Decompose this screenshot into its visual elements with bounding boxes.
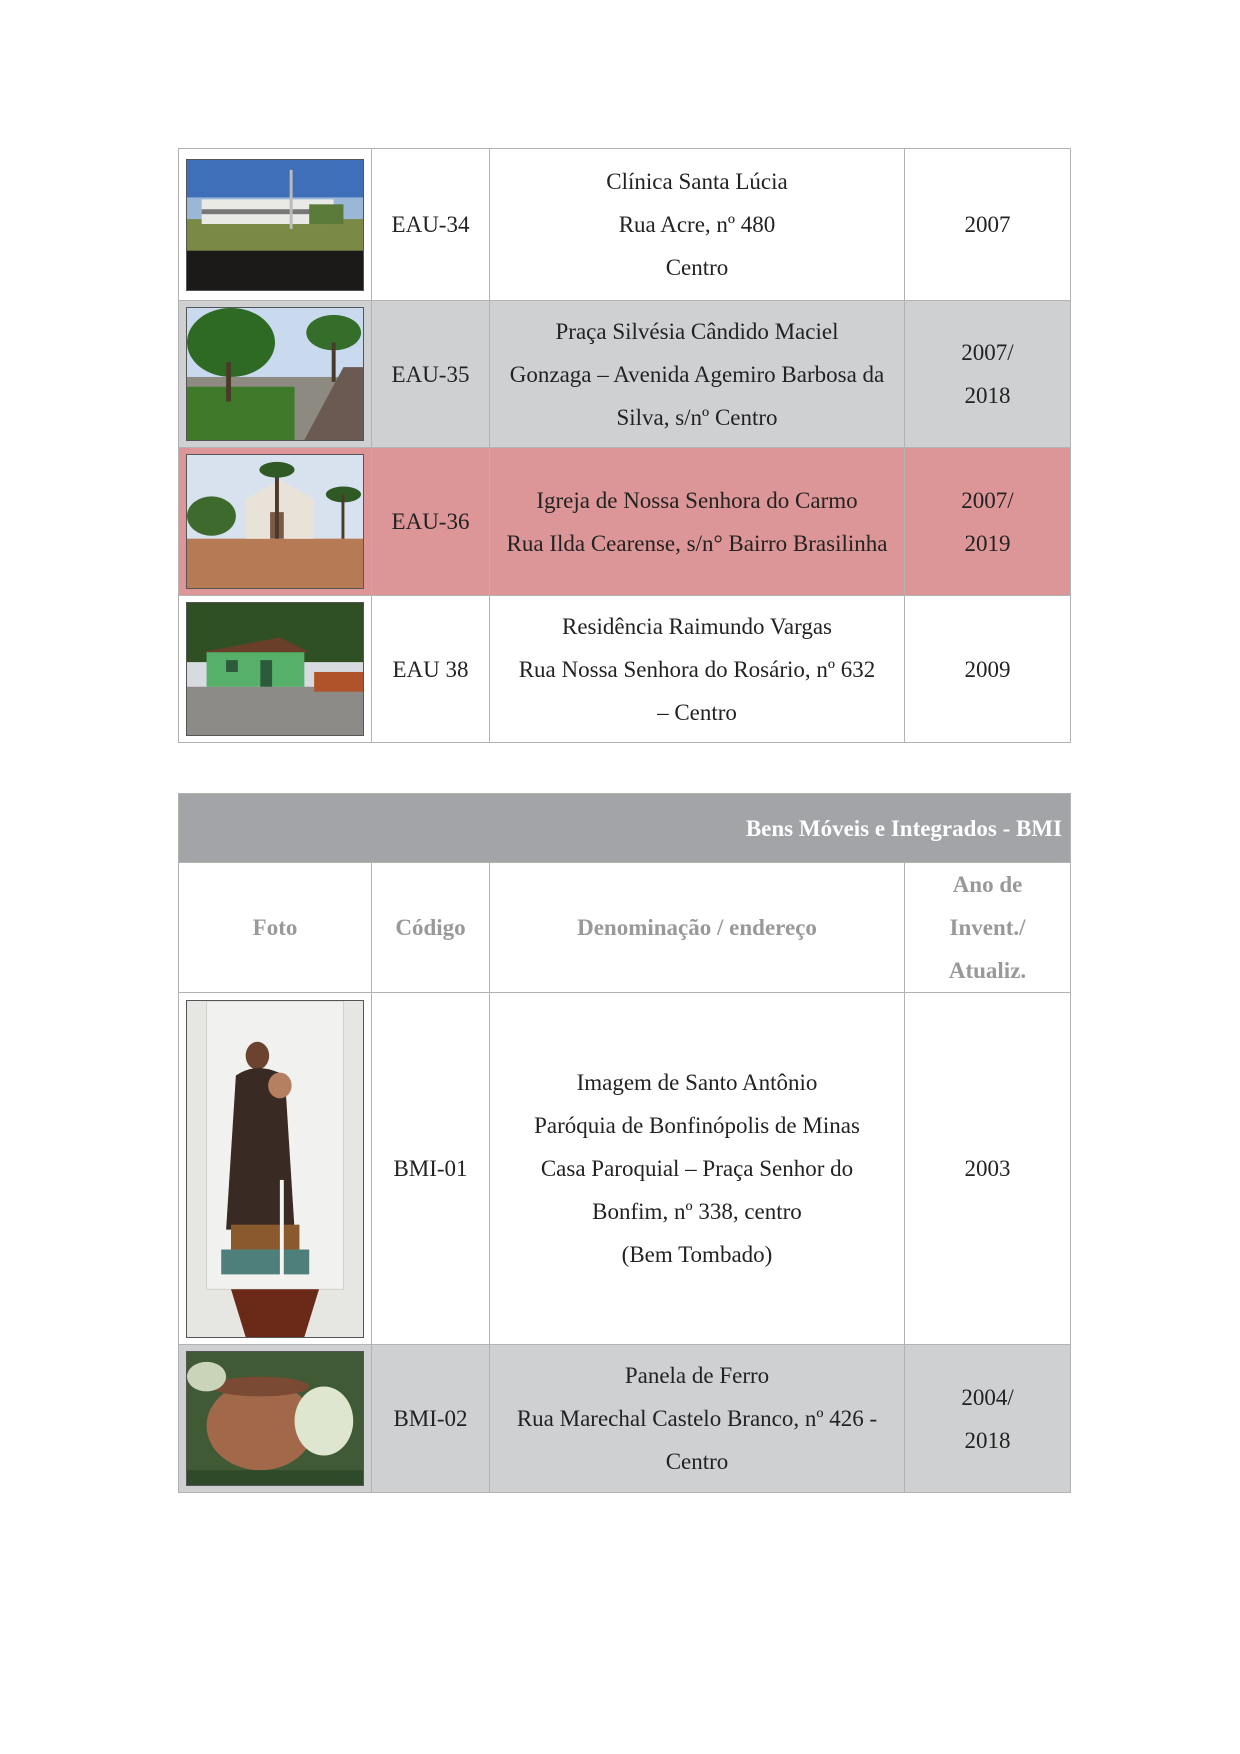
table-row	[179, 1345, 1071, 1493]
green-house-photo	[186, 602, 364, 736]
year-cell: 2004/ 2018	[905, 1345, 1071, 1493]
table-row	[179, 149, 1071, 301]
clinic-building-photo	[186, 159, 364, 291]
denomination-cell: Imagem de Santo Antônio Paróquia de Bonfinópolis de Minas Casa Paroquial – Praça Senhor do Bonfim, nº 338, centro (Bem Tombado)	[490, 993, 905, 1345]
photo-cell	[179, 596, 372, 743]
table-row	[179, 301, 1071, 448]
column-header-photo: Foto	[179, 863, 372, 993]
saint-statue-photo	[186, 1000, 364, 1338]
year-cell: 2009	[905, 596, 1071, 743]
section-header-row	[179, 794, 1071, 863]
column-header-code: Código	[372, 863, 490, 993]
year-cell: 2003	[905, 993, 1071, 1345]
denomination-cell: Praça Silvésia Cândido Maciel Gonzaga – Avenida Agemiro Barbosa da Silva, s/nº Centro	[490, 301, 905, 448]
code-cell: EAU-36	[372, 448, 490, 596]
table-row	[179, 448, 1071, 596]
photo-cell	[179, 448, 372, 596]
code-cell: BMI-01	[372, 993, 490, 1345]
denomination-cell: Panela de Ferro Rua Marechal Castelo Branco, nº 426 - Centro	[490, 1345, 905, 1493]
year-cell: 2007/ 2019	[905, 448, 1071, 596]
iron-pot-photo	[186, 1351, 364, 1486]
year-cell: 2007/ 2018	[905, 301, 1071, 448]
photo-cell	[179, 993, 372, 1345]
section-title: Bens Móveis e Integrados - BMI	[179, 794, 1071, 863]
inventory-table-bmi	[178, 793, 1071, 1493]
denomination-cell: Residência Raimundo Vargas Rua Nossa Senhora do Rosário, nº 632 – Centro	[490, 596, 905, 743]
church-palms-photo	[186, 454, 364, 589]
code-cell: BMI-02	[372, 1345, 490, 1493]
denomination-cell: Clínica Santa Lúcia Rua Acre, nº 480 Centro	[490, 149, 905, 301]
column-header-year: Ano de Invent./ Atualiz.	[905, 863, 1071, 993]
code-cell: EAU 38	[372, 596, 490, 743]
table-row	[179, 993, 1071, 1345]
column-header-name: Denominação / endereço	[490, 863, 905, 993]
year-cell: 2007	[905, 149, 1071, 301]
square-trees-photo	[186, 307, 364, 441]
code-cell: EAU-34	[372, 149, 490, 301]
code-cell: EAU-35	[372, 301, 490, 448]
inventory-table-eau	[178, 148, 1071, 743]
photo-cell	[179, 149, 372, 301]
column-header-row	[179, 863, 1071, 993]
denomination-cell: Igreja de Nossa Senhora do Carmo Rua Ilda Cearense, s/n° Bairro Brasilinha	[490, 448, 905, 596]
table-row	[179, 596, 1071, 743]
photo-cell	[179, 301, 372, 448]
photo-cell	[179, 1345, 372, 1493]
